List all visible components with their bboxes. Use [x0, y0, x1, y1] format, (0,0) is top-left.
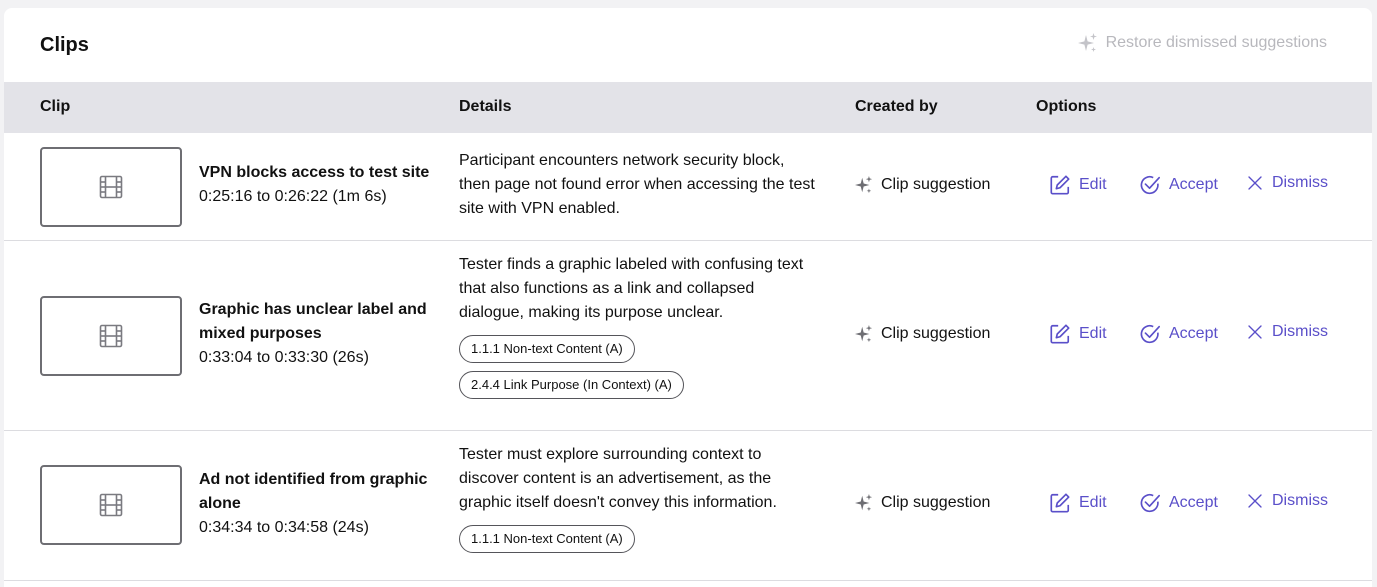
- details-line: discover content is an advertisement, as the: [459, 470, 772, 487]
- clips-card: [4, 8, 1372, 587]
- clip-thumbnail[interactable]: [40, 296, 182, 376]
- dismiss-button[interactable]: [1246, 492, 1328, 510]
- edit-icon: [1049, 174, 1071, 196]
- edit-button[interactable]: [1049, 323, 1107, 345]
- edit-label: Edit: [1079, 325, 1107, 342]
- clip-details: [459, 149, 839, 221]
- dismiss-label: Dismiss: [1272, 174, 1328, 191]
- wcag-tag: 1.1.1 Non-text Content (A): [459, 525, 635, 553]
- accept-button[interactable]: [1139, 174, 1218, 196]
- clip-thumbnail[interactable]: [40, 465, 182, 545]
- dismiss-button[interactable]: [1246, 174, 1328, 192]
- table-row: [4, 133, 1372, 241]
- accept-label: Accept: [1169, 494, 1218, 511]
- details-line: then page not found error when accessing the test: [459, 176, 815, 193]
- details-line: Tester must explore surrounding context to: [459, 446, 762, 463]
- details-line: dialogue, making its purpose unclear.: [459, 304, 724, 321]
- clip-details: [459, 443, 839, 553]
- created-by: [855, 493, 990, 513]
- sparkle-icon: [855, 493, 873, 513]
- created-by: [855, 324, 990, 344]
- check-circle-icon: [1139, 492, 1161, 514]
- edit-icon: [1049, 492, 1071, 514]
- column-header-details: Details: [459, 98, 512, 115]
- created-by: [855, 175, 990, 195]
- table-header: [4, 82, 1372, 133]
- dismiss-button[interactable]: [1246, 323, 1328, 341]
- details-line: Tester finds a graphic labeled with confusing text: [459, 256, 804, 273]
- clip-time: 0:34:34 to 0:34:58 (24s): [199, 519, 369, 536]
- film-icon: [99, 175, 123, 199]
- dismiss-label: Dismiss: [1272, 323, 1328, 340]
- accept-label: Accept: [1169, 176, 1218, 193]
- edit-label: Edit: [1079, 494, 1107, 511]
- accept-button[interactable]: [1139, 323, 1218, 345]
- table-row: [4, 431, 1372, 581]
- clip-title: VPN blocks access to test site: [199, 164, 430, 181]
- column-header-options: Options: [1036, 98, 1097, 115]
- restore-suggestions-button[interactable]: [1078, 32, 1327, 54]
- wcag-tag: 2.4.4 Link Purpose (In Context) (A): [459, 371, 684, 399]
- close-icon: [1246, 323, 1264, 341]
- clip-time: 0:33:04 to 0:33:30 (26s): [199, 349, 369, 366]
- clip-thumbnail[interactable]: [40, 147, 182, 227]
- accept-label: Accept: [1169, 325, 1218, 342]
- close-icon: [1246, 174, 1264, 192]
- details-line: Participant encounters network security block,: [459, 152, 785, 169]
- edit-icon: [1049, 323, 1071, 345]
- check-circle-icon: [1139, 323, 1161, 345]
- edit-button[interactable]: [1049, 492, 1107, 514]
- created-by-label: Clip suggestion: [881, 325, 991, 342]
- edit-label: Edit: [1079, 176, 1107, 193]
- restore-label: Restore dismissed suggestions: [1105, 34, 1327, 51]
- details-line: site with VPN enabled.: [459, 200, 620, 217]
- clip-title: Graphic has unclear label and mixed purposes: [199, 301, 427, 342]
- tag-list: [459, 525, 839, 553]
- check-circle-icon: [1139, 174, 1161, 196]
- card-header: [4, 8, 1372, 82]
- page-title: Clips: [40, 34, 89, 56]
- tag-list: [459, 335, 839, 399]
- sparkle-icon: [1078, 32, 1098, 54]
- wcag-tag: 1.1.1 Non-text Content (A): [459, 335, 635, 363]
- film-icon: [99, 324, 123, 348]
- close-icon: [1246, 492, 1264, 510]
- clip-details: [459, 253, 839, 399]
- clip-info: [199, 298, 439, 370]
- clip-title: Ad not identified from graphic alone: [199, 471, 428, 512]
- column-header-created-by: Created by: [855, 98, 938, 115]
- clip-info: [199, 161, 439, 209]
- dismiss-label: Dismiss: [1272, 492, 1328, 509]
- sparkle-icon: [855, 175, 873, 195]
- clip-time: 0:25:16 to 0:26:22 (1m 6s): [199, 188, 387, 205]
- film-icon: [99, 493, 123, 517]
- edit-button[interactable]: [1049, 174, 1107, 196]
- details-line: that also functions as a link and collapsed: [459, 280, 755, 297]
- column-header-clip: Clip: [40, 98, 71, 115]
- created-by-label: Clip suggestion: [881, 176, 991, 193]
- table-row: [4, 241, 1372, 431]
- details-line: graphic itself doesn't convey this information.: [459, 494, 777, 511]
- accept-button[interactable]: [1139, 492, 1218, 514]
- clip-info: [199, 468, 439, 540]
- sparkle-icon: [855, 324, 873, 344]
- created-by-label: Clip suggestion: [881, 494, 991, 511]
